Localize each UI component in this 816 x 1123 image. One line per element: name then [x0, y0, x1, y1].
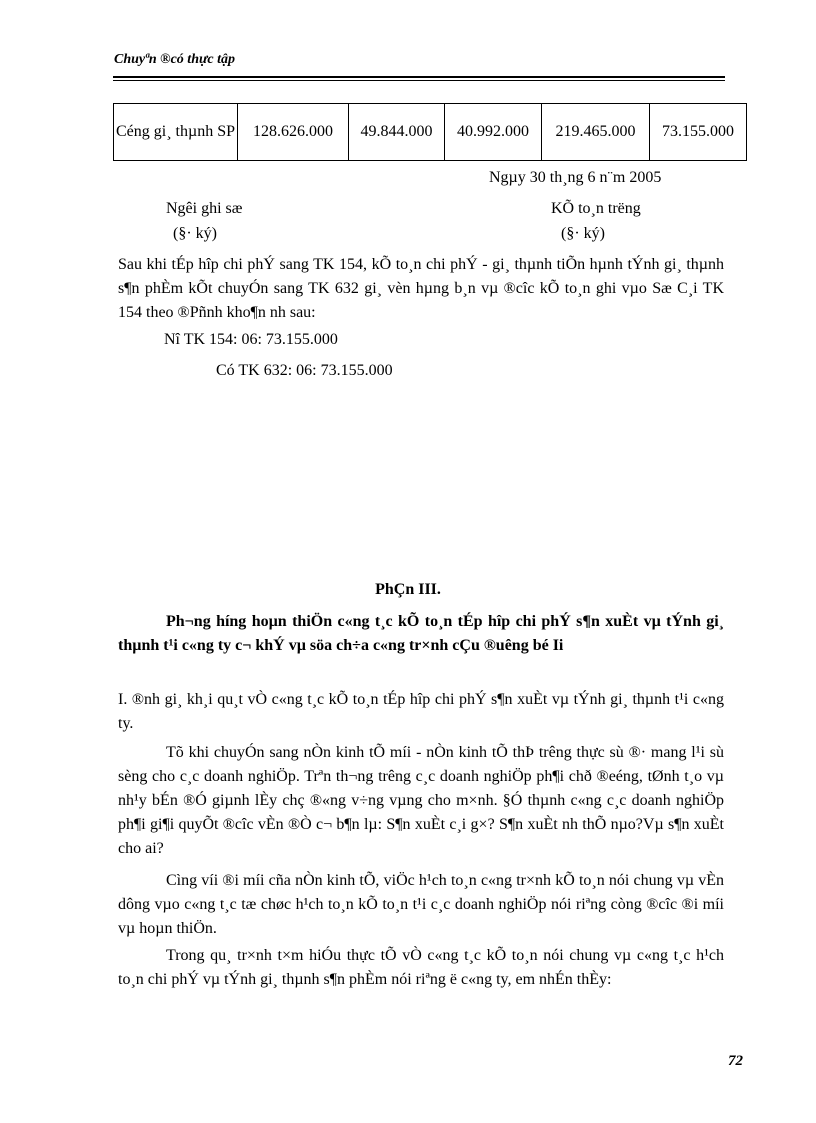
- value-cell: 73.155.000: [650, 104, 747, 161]
- value-cell: 128.626.000: [238, 104, 349, 161]
- part-title: PhÇn III.: [375, 581, 441, 598]
- header-rule-thick: [113, 76, 725, 78]
- body-paragraph: Cìng víi ®i míi cña nÒn kinh tÕ, viÖc h¹ch to¸n c«ng tr×nh kÕ to¸n nói chung vµ vÈn dông vµo c«ng t¸c tæ chøc h¹ch to¸n kÕ to¸n t¹i c¸c doanh nghiÖp nói riªng còng ®cîc ®i míi vµ hoµn thiÖn.: [118, 872, 724, 937]
- section-heading-I: I. ®nh gi¸ kh¸i qu¸t vÒ c«ng t¸c kÕ to¸n tÉp hîp chi phÝ s¶n xuÈt vµ tÝnh gi¸ thµnh t¹i c«ng ty.: [118, 691, 724, 732]
- chief-accountant-title: KÕ to¸n trëng: [551, 200, 641, 217]
- cost-summary-table: [113, 103, 747, 161]
- row-label-cell: Céng gi¸ thµnh SP: [114, 104, 238, 161]
- transfer-paragraph: Sau khi tÉp hîp chi phÝ sang TK 154, kÕ to¸n chi phÝ - gi¸ thµnh tiÕn hµnh tÝnh gi¸ thµnh s¶n phÈm kÕt chuyÓn sang TK 632 gi¸ vèn hµng b¸n vµ ®cîc kÕ to¸n ghi vµo Sæ C¸i TK 154 theo ®Pñnh kho¶n nh sau:: [118, 256, 724, 321]
- recorder-title: Ngêi ghi sæ: [166, 200, 243, 217]
- body-paragraph: Trong qu¸ tr×nh t×m hiÓu thực tÕ vÒ c«ng t¸c kÕ to¸n nói chung vµ c«ng t¸c h¹ch to¸n chi phÝ vµ tÝnh gi¸ thµnh s¶n phÈm nói riªng ë c«ng ty, em nhÉn thÈy:: [118, 947, 724, 988]
- part-heading: Ph¬ng híng hoµn thiÖn c«ng t¸c kÕ to¸n tÉp hîp chi phÝ s¶n xuÈt vµ tÝnh gi¸ thµnh t¹i c«ng ty c¬ khÝ vµ söa ch÷a c«ng tr×nh cÇu ®uêng bé Ii: [118, 613, 724, 654]
- table-row: [114, 104, 747, 161]
- credit-entry: Có TK 632: 06: 73.155.000: [216, 362, 393, 379]
- value-cell: 40.992.000: [445, 104, 542, 161]
- page-number: 72: [728, 1053, 743, 1069]
- header-rule-thin: [113, 80, 725, 81]
- chief-accountant-sign: (§· ký): [561, 225, 605, 242]
- recorder-sign: (§· ký): [173, 225, 217, 242]
- date-line: Ngµy 30 th¸ng 6 n¨m 2005: [489, 169, 662, 186]
- debit-entry: Nî TK 154: 06: 73.155.000: [164, 331, 338, 348]
- page-header-title: Chuyªn ®có thực tập: [114, 52, 235, 67]
- value-cell: 49.844.000: [349, 104, 445, 161]
- value-cell: 219.465.000: [542, 104, 650, 161]
- body-paragraph: Tõ khi chuyÓn sang nÒn kinh tÕ míi - nÒn kinh tÕ thÞ trêng thực sù ®· mang l¹i sù sèng cho c¸c doanh nghiÖp. Trªn th¬ng trêng c¸c doanh nghiÖp ph¶i chð ®eéng, tØnh t¸o vµ nh¹y bÉn ®Ó giµnh lÈy chç ®«ng v÷ng vµng cho m×nh. §Ó thµnh c«ng c¸c doanh nghiÖp ph¶i gi¶i quyÕt ®cîc vÈn ®Ò c¬ b¶n lµ: S¶n xuÈt c¸i g×? S¶n xuÈt nh thÕ nµo?Vµ s¶n xuÈt cho ai?: [118, 744, 724, 857]
